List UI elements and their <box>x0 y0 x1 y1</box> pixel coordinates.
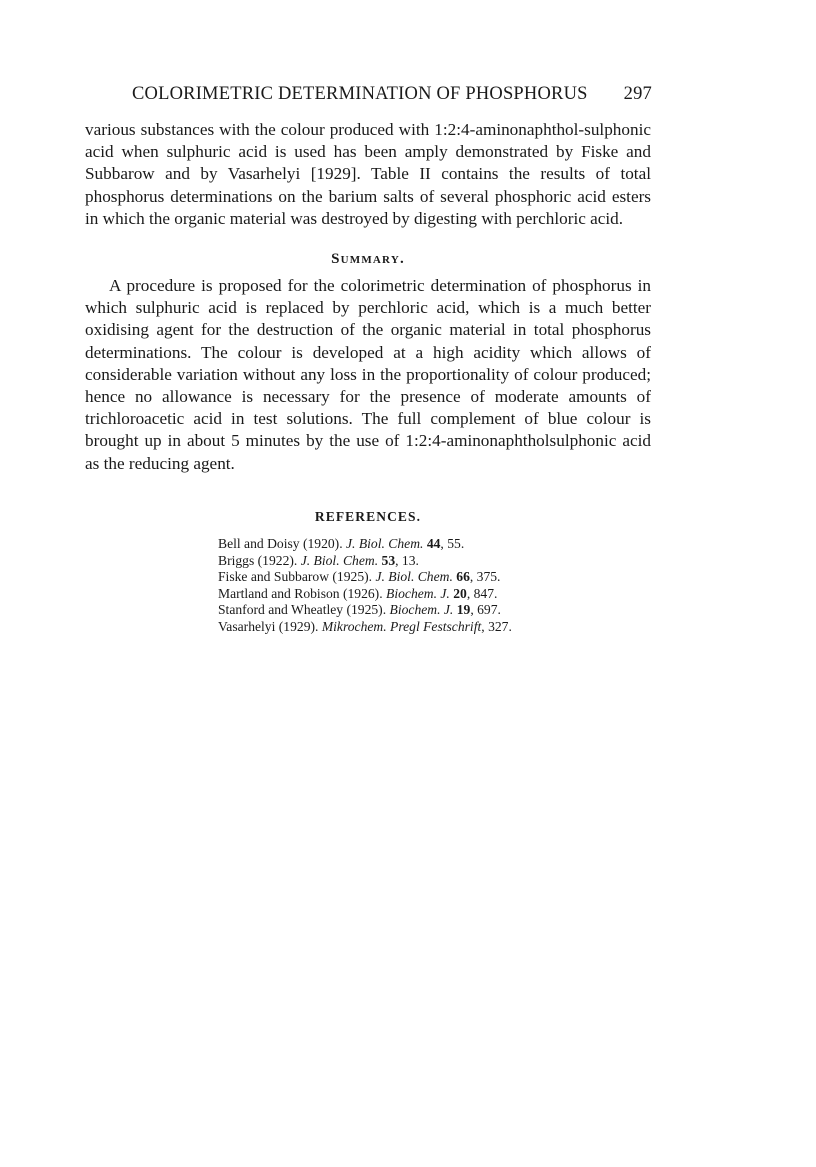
running-title: COLORIMETRIC DETERMINATION OF PHOSPHORUS <box>132 84 588 104</box>
reference-volume: 66 <box>456 569 470 585</box>
reference-journal: J. Biol. Chem. <box>300 552 379 568</box>
page-number: 297 <box>623 84 652 104</box>
reference-item <box>218 602 512 619</box>
reference-volume: 53 <box>381 552 396 568</box>
body-paragraph: various substances with the colour produced with 1:2:4-aminonaphthol-sulphonic acid when sulphuric acid is used has been amply demonstrated by Fiske and Subbarow and by Vasarhelyi [1929]. Table II contains the results of total phosphorus determinations on the barium salts of several phosphoric acid esters in which the organic material was destroyed by digesting with perchloric acid. <box>85 120 651 228</box>
running-head <box>132 84 652 105</box>
reference-authors: Martland and Robison (1926). <box>218 585 383 601</box>
reference-page: , 847. <box>466 585 498 601</box>
reference-authors: Bell and Doisy (1920). <box>218 536 343 551</box>
references-list <box>218 536 512 636</box>
reference-authors: Fiske and Subbarow (1925). <box>218 569 373 585</box>
reference-item <box>218 619 512 636</box>
reference-item <box>218 536 512 553</box>
reference-authors: Stanford and Wheatley (1925). <box>218 602 387 618</box>
reference-item <box>218 553 512 570</box>
reference-journal: Biochem. J. <box>386 585 450 601</box>
reference-page: , 697. <box>470 602 501 618</box>
reference-page: , 13. <box>395 552 419 568</box>
reference-volume: 19 <box>456 602 471 618</box>
reference-authors: Vasarhelyi (1929). <box>218 618 319 634</box>
reference-volume: 44 <box>426 536 441 551</box>
reference-authors: Briggs (1922). <box>218 552 298 568</box>
reference-journal: Mikrochem. Pregl Festschrift <box>321 618 482 634</box>
summary-paragraph: A procedure is proposed for the colorimetric determination of phosphorus in which sulphuric acid is replaced by perchloric acid, which is a much better oxidising agent for the destruction of the organic material in total phosphorus determinations. The colour is developed at a high acidity which allows of considerable variation without any loss in the proportionality of colour produced; hence no allowance is necessary for the presence of moderate amounts of trichloroacetic acid in test solutions. The full complement of blue colour is brought up in about 5 minutes by the use of 1:2:4-aminonaphtholsulphonic acid as the reducing agent. <box>85 276 651 473</box>
reference-item <box>218 569 512 586</box>
reference-volume: 20 <box>453 585 467 601</box>
references-heading: REFERENCES. <box>314 509 422 524</box>
summary-heading: Summary. <box>331 251 405 267</box>
reference-journal: Biochem. J. <box>389 602 454 618</box>
reference-journal: J. Biol. Chem. <box>346 536 424 551</box>
reference-journal: J. Biol. Chem. <box>375 569 453 585</box>
reference-page: , 327. <box>481 618 512 634</box>
reference-page: , 55. <box>440 536 465 551</box>
reference-page: , 375. <box>469 569 501 585</box>
reference-item <box>218 586 512 603</box>
